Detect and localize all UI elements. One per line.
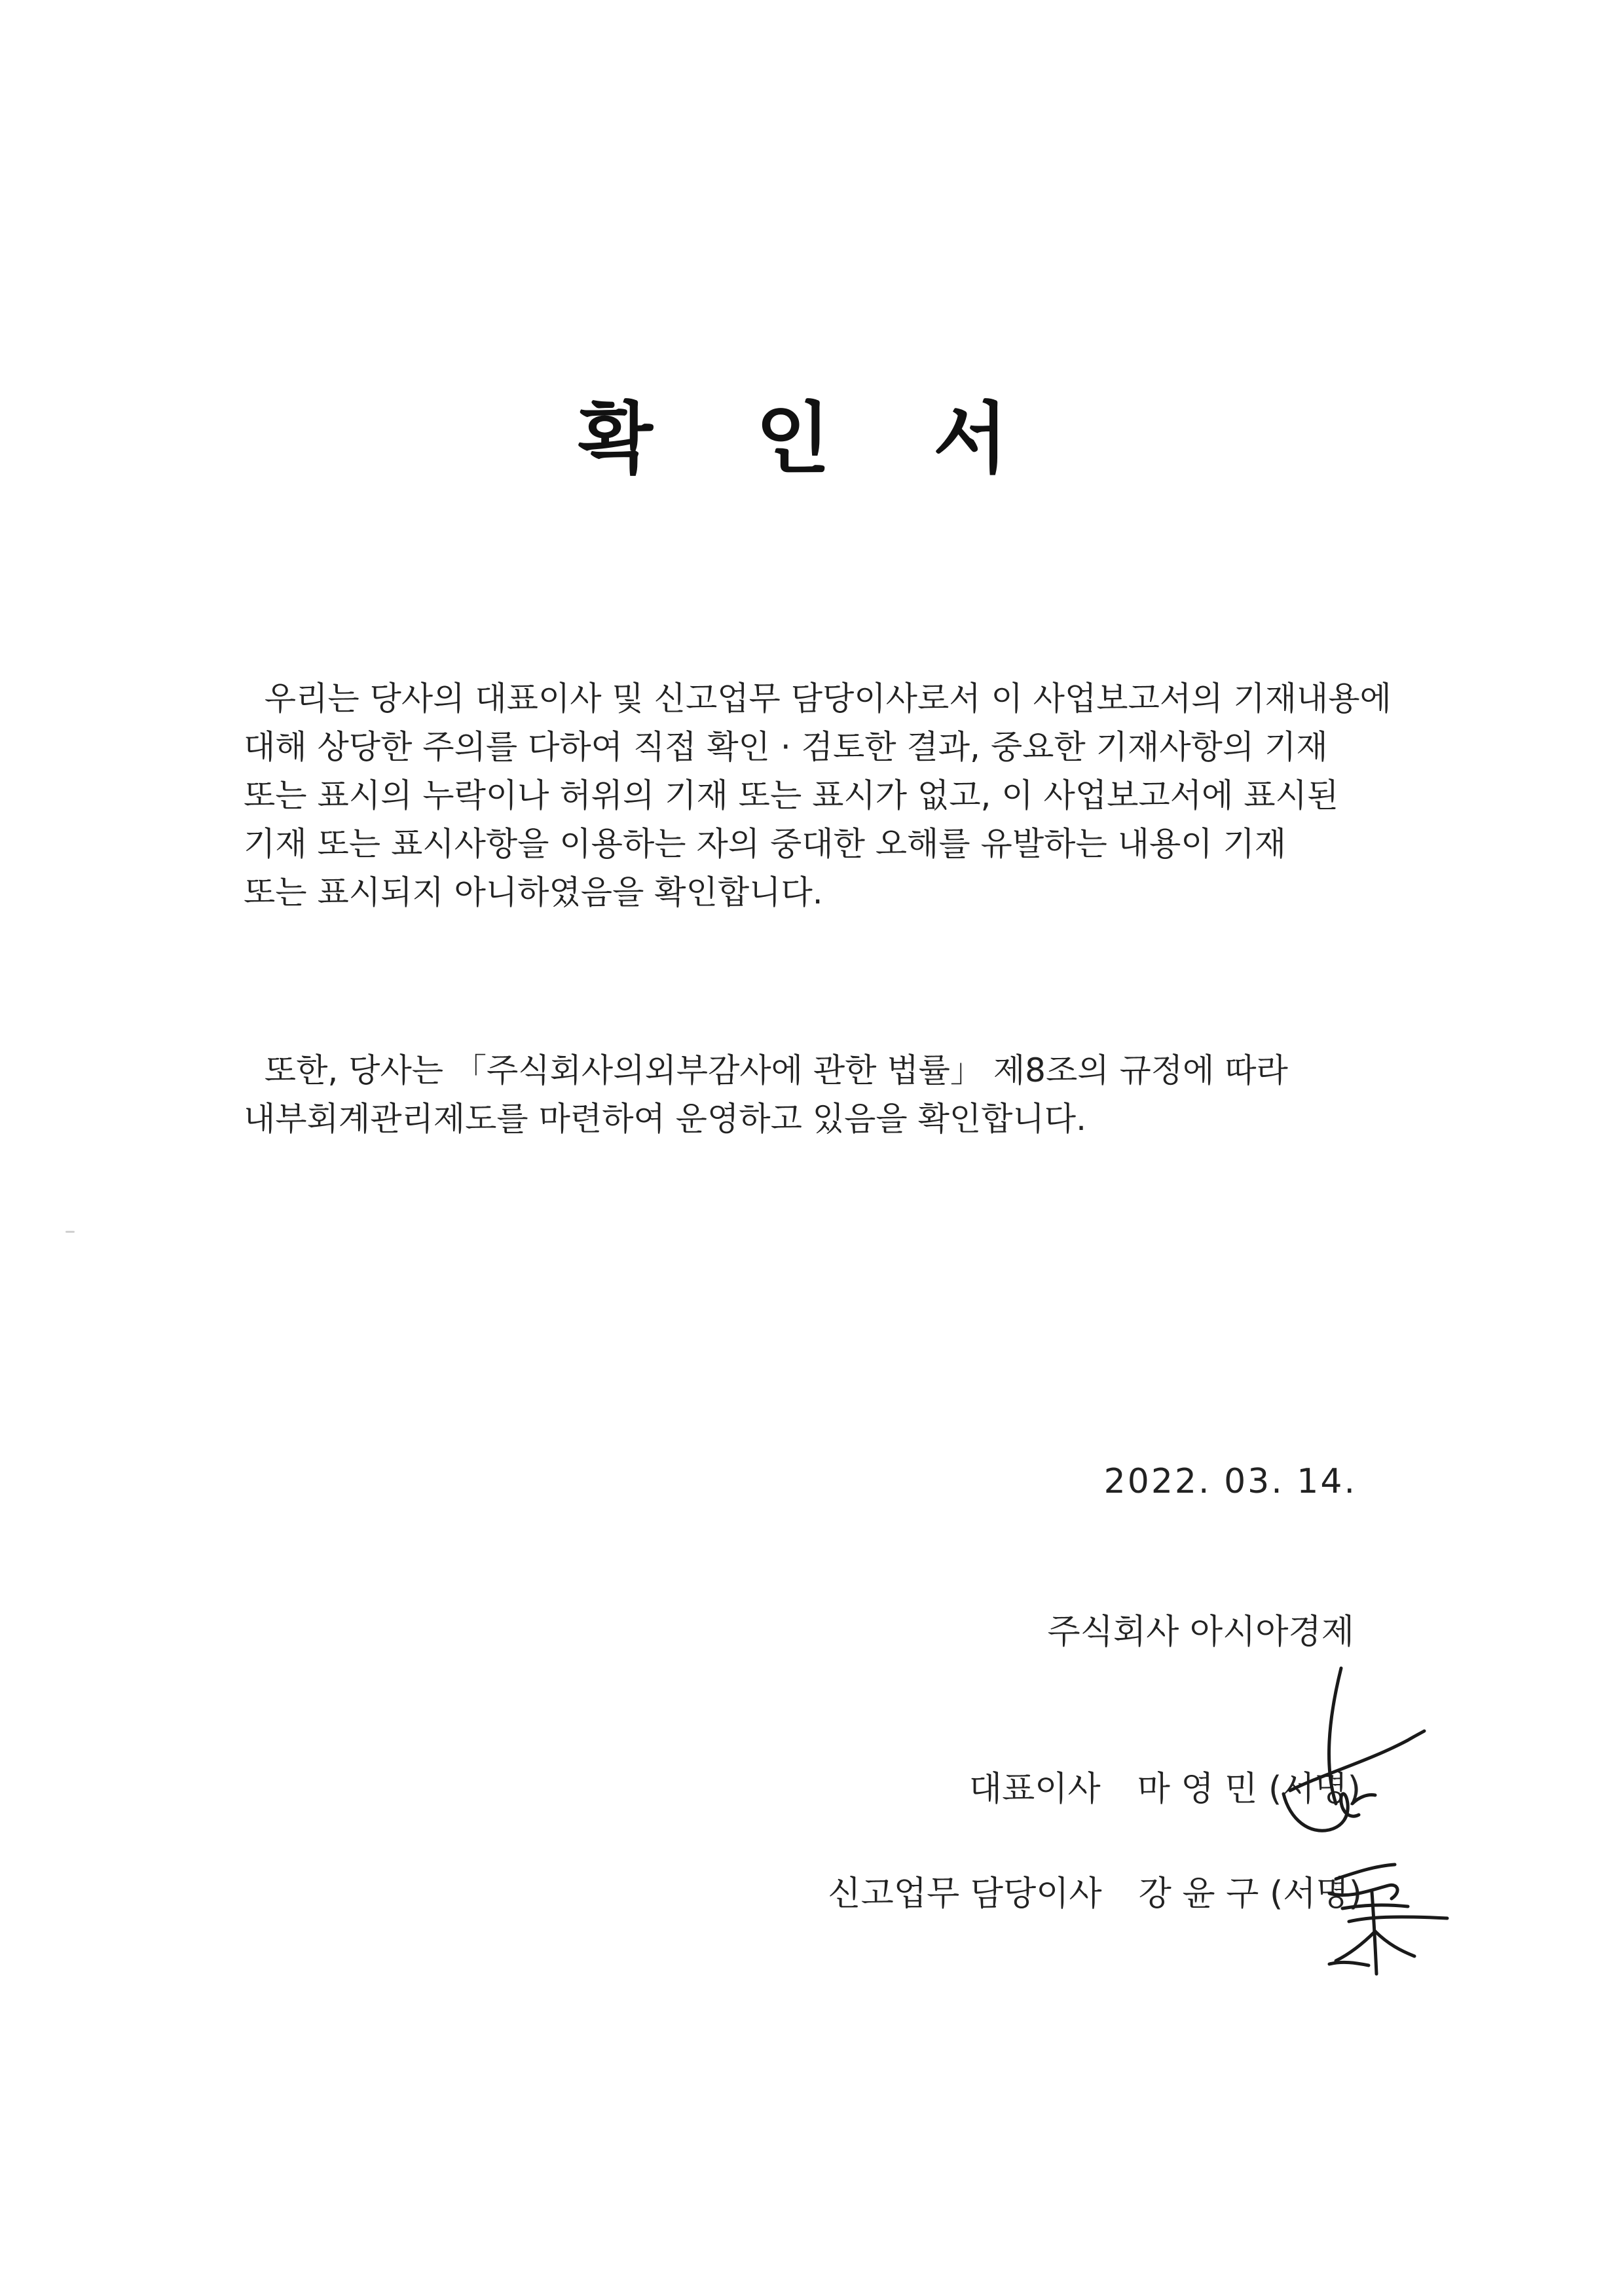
company-name: 주식회사 아시아경제	[1047, 1613, 1354, 1652]
signer-1-signature-mark: (서명)	[1268, 1770, 1361, 1809]
document-title: 확 인 서	[578, 393, 1046, 484]
paragraph-1-line: 기재 또는 표시사항을 이용하는 자의 중대한 오해를 유발하는 내용이 기재	[244, 825, 1287, 863]
paragraph-2-line: 내부회계관리제도를 마련하여 운영하고 있음을 확인합니다.	[244, 1100, 1086, 1138]
confirmation-paragraph-1	[244, 674, 1396, 917]
paragraph-1-line: 우리는 당사의 대표이사 및 신고업무 담당이사로서 이 사업보고서의 기재내용에	[244, 680, 1392, 718]
signer-2-line	[828, 1871, 1362, 1917]
paragraph-1-line: 대해 상당한 주의를 다하여 직접 확인 · 검토한 결과, 중요한 기재사항의 기재	[244, 728, 1328, 766]
signer-2-signature-mark: (서명)	[1269, 1874, 1362, 1914]
paragraph-2-line: 또한, 당사는 「주식회사의외부감사에 관한 법률」 제8조의 규정에 따라	[244, 1051, 1288, 1089]
handwritten-signature-1	[1244, 1663, 1454, 1859]
paragraph-1-line: 또는 표시의 누락이나 허위의 기재 또는 표시가 없고, 이 사업보고서에 표시된	[244, 776, 1339, 814]
paragraph-1-line: 또는 표시되지 아니하였음을 확인합니다.	[244, 873, 823, 911]
confirmation-paragraph-2	[244, 1046, 1396, 1143]
signer-2-name: 강 윤 구	[1138, 1874, 1259, 1914]
document-date: 2022. 03. 14.	[1103, 1462, 1357, 1501]
signer-1-name: 마 영 민	[1137, 1770, 1258, 1809]
signer-1-role: 대표이사	[969, 1770, 1101, 1809]
signer-2-role: 신고업무 담당이사	[828, 1874, 1102, 1914]
signer-1-line	[969, 1766, 1361, 1812]
scan-artifact	[65, 1231, 75, 1233]
